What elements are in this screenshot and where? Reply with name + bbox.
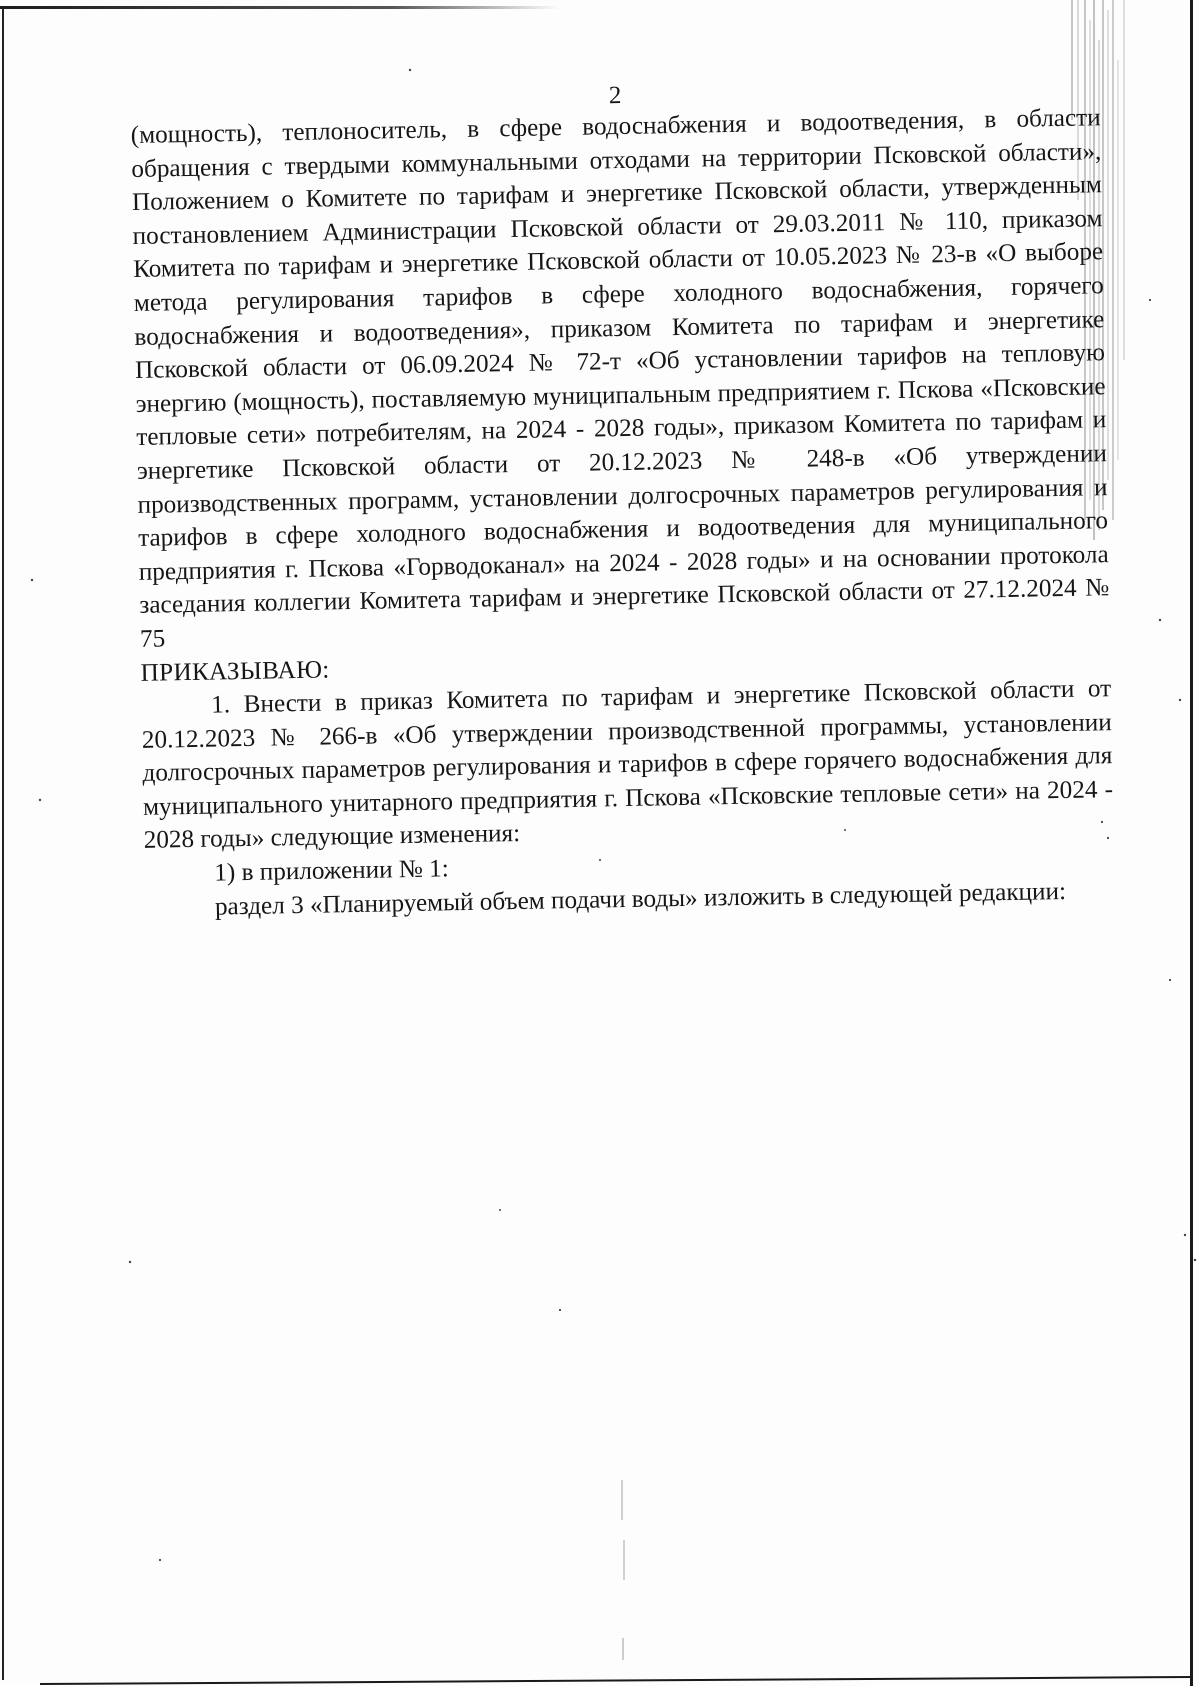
order-heading: ПРИКАЗЫВАЮ:	[140, 655, 330, 687]
document-body	[130, 74, 1115, 925]
document-text	[130, 101, 1115, 925]
order-subitem-1: 1) в приложении № 1:	[214, 855, 450, 887]
preamble-paragraph: (мощность), теплоноситель, в сфере водоснабжения и водоотведения, в области обращения с твердыми коммунальными отходами на территории Псковской области», Положением о Комитете по тарифам и энергетике Псковской области, утвержденным постановлением Администрации Псковской области от 29.03.2011 № 110, приказом Комитета по тарифам и энергетике Псковской области от 10.05.2023 № 23-в «О выборе метода регулирования тарифов в сфере холодного водоснабжения, горячего водоснабжения и водоотведения», приказом Комитета по тарифам и энергетике Псковской области от 06.09.2024 № 72-т «Об установлении тарифов на тепловую энергию (мощность), поставляемую муниципальным предприятием г. Пскова «Псковские тепловые сети» потребителям, на 2024 - 2028 годы», приказом Комитета по тарифам и энергетике Псковской области от 20.12.2023 № 248-в «Об утверждении производственных программ, установлении долгосрочных параметров регулирования и тарифов в сфере холодного водоснабжения и водоотведения для муниципального предприятия г. Пскова «Горводоканал» на 2024 - 2028 годы» и на основании протокола заседания коллегии Комитета тарифам и энергетике Псковской области от 27.12.2024 № 75	[130, 104, 1110, 653]
scan-edge-right	[1190, 0, 1193, 1686]
page-number: 2	[608, 81, 622, 110]
section-replacement-line: раздел 3 «Планируемый объем подачи воды» изложить в следующей редакции:	[214, 877, 1067, 921]
scan-edge-top	[0, 6, 560, 9]
scan-edge-left	[2, 8, 4, 1680]
scan-edge-bottom	[40, 1676, 1192, 1685]
order-item-1: 1. Внести в приказ Комитета по тарифам и энергетике Псковской области от 20.12.2023 № 266-в «Об утверждении производственной программы, установлении долгосрочных параметров регулирования и тарифов в сфере горячего водоснабжения для муниципального унитарного предприятия г. Пскова «Псковские тепловые сети» на 2024 - 2028 годы» следующие изменения:	[141, 675, 1114, 855]
